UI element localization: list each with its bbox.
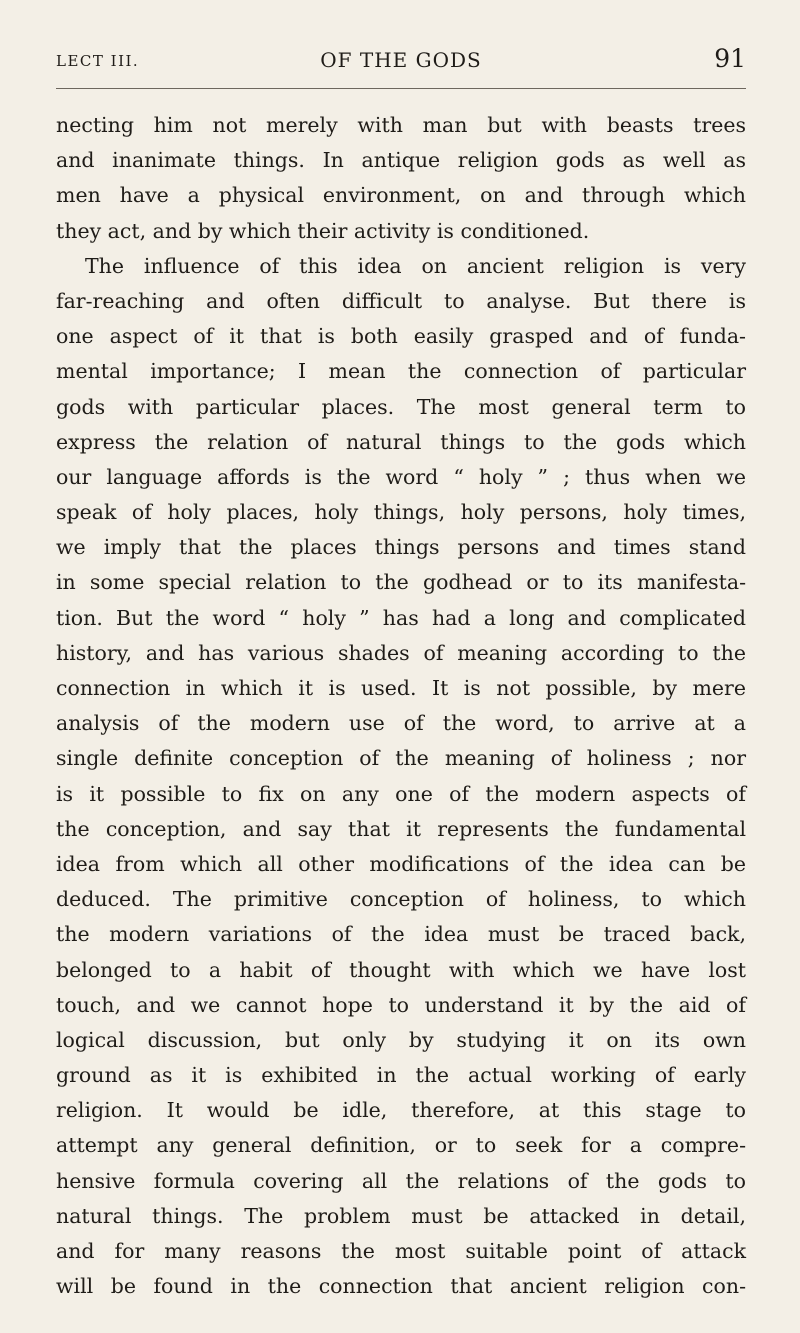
text-line: idea from which all other modifications of the idea can be xyxy=(56,851,746,876)
text-line: tion. But the word “ holy ” has had a long and complicated xyxy=(56,605,746,630)
text-line: will be found in the connection that ancient religion con- xyxy=(56,1274,746,1299)
text-line: analysis of the modern use of the word, to arrive at a xyxy=(56,711,746,736)
text-line: the modern variations of the idea must be traced back, xyxy=(56,922,746,947)
text-line: speak of holy places, holy things, holy persons, holy times, xyxy=(56,500,746,525)
text-line: deduced. The primitive conception of holiness, to which xyxy=(56,887,746,912)
text-line: in some special relation to the godhead or to its manifesta- xyxy=(56,570,746,595)
text-line: logical discussion, but only by studying it on its own xyxy=(56,1027,746,1052)
running-head xyxy=(56,44,746,78)
text-line: is it possible to fix on any one of the modern aspects of xyxy=(56,781,746,806)
text-line: and for many reasons the most suitable point of attack xyxy=(56,1239,746,1263)
text-line: we imply that the places things persons and times stand xyxy=(56,535,746,560)
body-text xyxy=(56,111,746,1307)
text-line: hensive formula covering all the relations of the gods to xyxy=(56,1168,746,1193)
text-line: far-reaching and often difficult to analyse. But there is xyxy=(56,288,746,313)
text-line: natural things. The problem must be attacked in detail, xyxy=(56,1203,746,1228)
text-line: one aspect of it that is both easily grasped and of funda- xyxy=(56,324,746,349)
header-rule xyxy=(56,88,746,89)
text-line: touch, and we cannot hope to understand it by the aid of xyxy=(56,992,746,1017)
text-line: attempt any general definition, or to seek for a compre- xyxy=(56,1133,746,1158)
text-line: gods with particular places. The most general term to xyxy=(56,394,746,419)
chapter-title: OF THE GODS xyxy=(320,48,482,72)
text-line: single definite conception of the meaning of holiness ; nor xyxy=(56,746,746,771)
text-line: express the relation of natural things to the gods which xyxy=(56,429,746,454)
text-line: men have a physical environment, on and through which xyxy=(56,183,746,208)
text-line: and inanimate things. In antique religion gods as well as xyxy=(56,148,746,173)
text-line: ground as it is exhibited in the actual working of early xyxy=(56,1063,746,1088)
text-line: The influence of this idea on ancient religion is very xyxy=(85,253,746,278)
text-line: history, and has various shades of meaning according to the xyxy=(56,640,746,665)
text-line: our language affords is the word “ holy ” ; thus when we xyxy=(56,464,746,489)
text-line: necting him not merely with man but with beasts trees xyxy=(56,113,746,137)
text-line: belonged to a habit of thought with which we have lost xyxy=(56,957,746,982)
text-line: connection in which it is used. It is not possible, by mere xyxy=(56,676,746,700)
text-line: religion. It would be idle, therefore, at this stage to xyxy=(56,1098,746,1123)
page-number: 91 xyxy=(714,44,746,73)
lecture-label: LECT III. xyxy=(56,52,140,70)
text-line: they act, and by which their activity is conditioned. xyxy=(56,218,590,243)
text-line: mental importance; I mean the connection of particular xyxy=(56,359,746,384)
text-line: the conception, and say that it represents the fundamental xyxy=(56,816,746,841)
